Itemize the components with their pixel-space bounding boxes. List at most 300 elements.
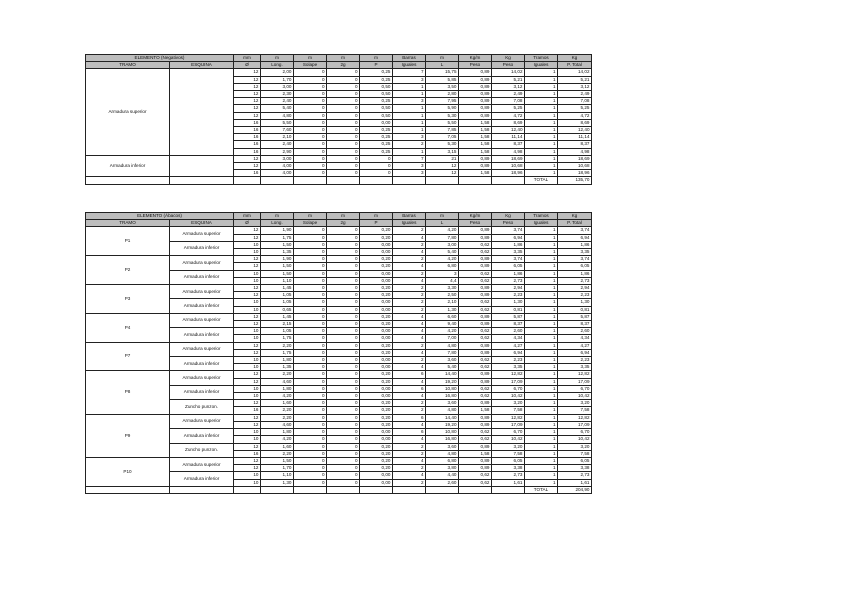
total-row — [86, 177, 592, 184]
cell: 4,20 — [426, 227, 459, 234]
cell: 1 — [525, 421, 558, 428]
cell: 3,35 — [558, 364, 592, 371]
cell: 5,90 — [426, 105, 459, 112]
cell: 0 — [294, 91, 327, 98]
cell: 12 — [234, 321, 261, 328]
cell: 2,60 — [558, 328, 592, 335]
cell: 0,20 — [360, 256, 393, 263]
cell: 2 — [393, 479, 426, 486]
cell: 18,96 — [558, 170, 592, 177]
cell: 0,25 — [360, 127, 393, 134]
cell: 5,85 — [426, 76, 459, 83]
cell: 4 — [393, 436, 426, 443]
cell: 12 — [234, 378, 261, 385]
cell: 1 — [525, 443, 558, 450]
cell: 0,20 — [360, 292, 393, 299]
cell: 2 — [393, 141, 426, 148]
cell: 4,60 — [261, 421, 294, 428]
cell: 0,89 — [459, 263, 492, 270]
cell: 0 — [294, 371, 327, 378]
cell: 3,38 — [558, 465, 592, 472]
cell: 12 — [234, 400, 261, 407]
cell: 16,80 — [426, 436, 459, 443]
cell: 4 — [393, 321, 426, 328]
cell: 12 — [234, 263, 261, 270]
cell: 12 — [234, 313, 261, 320]
cell: 10,42 — [492, 393, 525, 400]
cell: 12 — [234, 292, 261, 299]
cell: 0,00 — [360, 270, 393, 277]
cell: 2,20 — [261, 371, 294, 378]
header-unit: Kg — [492, 213, 525, 220]
cell: 21 — [426, 155, 459, 162]
cell: 0 — [327, 112, 360, 119]
cell: 0 — [327, 313, 360, 320]
cell: 1,05 — [261, 299, 294, 306]
cell: 0,00 — [360, 429, 393, 436]
cell: 5,87 — [558, 313, 592, 320]
cell: 3,35 — [558, 249, 592, 256]
cell: 0 — [327, 342, 360, 349]
header-unit: m — [426, 213, 459, 220]
cell: 1 — [525, 313, 558, 320]
cell: 3,15 — [426, 148, 459, 155]
cell: 0 — [327, 249, 360, 256]
header-label: P — [360, 220, 393, 227]
cell: 2,30 — [261, 91, 294, 98]
cell: 0 — [294, 141, 327, 148]
cell: 0 — [327, 256, 360, 263]
cell: 0,25 — [360, 141, 393, 148]
cell: 1 — [525, 256, 558, 263]
cell: 1 — [525, 414, 558, 421]
cell: 0 — [360, 170, 393, 177]
cell: 16 — [234, 134, 261, 141]
empty-cell — [360, 177, 393, 184]
cell: 3 — [393, 170, 426, 177]
cell: 1,80 — [261, 429, 294, 436]
cell: 1,50 — [261, 263, 294, 270]
group-label: Armadura superior — [86, 69, 170, 155]
cell: 17,09 — [492, 421, 525, 428]
cell: 6,70 — [558, 385, 592, 392]
empty-cell — [426, 486, 459, 493]
header-label: Solape — [294, 62, 327, 69]
header-unit: Barras — [393, 55, 426, 62]
cell: 14,02 — [558, 69, 592, 76]
cell: 2,10 — [261, 134, 294, 141]
cell: 0,25 — [360, 134, 393, 141]
header-unit: m — [360, 213, 393, 220]
cell: 0,20 — [360, 234, 393, 241]
esquina-label: Armadura superior — [170, 457, 234, 471]
cell: 6,05 — [492, 263, 525, 270]
cell: 19,20 — [426, 421, 459, 428]
cell: 3,74 — [492, 256, 525, 263]
cell: 3,50 — [426, 83, 459, 90]
cell: 0 — [294, 421, 327, 428]
cell: 1 — [525, 371, 558, 378]
cell: 9,40 — [426, 321, 459, 328]
cell: 0,62 — [459, 328, 492, 335]
cell: 0 — [327, 335, 360, 342]
cell: 1 — [525, 105, 558, 112]
cell: 12 — [234, 349, 261, 356]
header-label: Peso — [459, 62, 492, 69]
empty-cell — [170, 486, 234, 493]
cell: 12,82 — [492, 414, 525, 421]
cell: 12 — [426, 163, 459, 170]
empty-cell — [234, 486, 261, 493]
cell: 10,68 — [558, 163, 592, 170]
cell: 1 — [525, 69, 558, 76]
cell: 0,89 — [459, 105, 492, 112]
cell: 2,60 — [426, 479, 459, 486]
cell: 0 — [294, 263, 327, 270]
cell: 0,81 — [492, 306, 525, 313]
cell: 1 — [393, 127, 426, 134]
cell: 5,30 — [426, 141, 459, 148]
cell: 0 — [294, 364, 327, 371]
cell: 0,62 — [459, 299, 492, 306]
cell: 10 — [234, 249, 261, 256]
cell: 1,10 — [261, 277, 294, 284]
empty-cell — [393, 177, 426, 184]
cell: 3,74 — [558, 256, 592, 263]
cell: 2 — [393, 357, 426, 364]
empty-cell — [294, 486, 327, 493]
cell: 0,62 — [459, 249, 492, 256]
cell: 4,98 — [492, 148, 525, 155]
cell: 7,58 — [558, 450, 592, 457]
cell: 8,69 — [492, 119, 525, 126]
header-unit: m — [294, 55, 327, 62]
cell: 3,60 — [426, 357, 459, 364]
table-title: ELEMENTO (Ábacos) — [86, 213, 234, 220]
header-unit: m — [426, 55, 459, 62]
cell: 12 — [234, 256, 261, 263]
cell: 2,15 — [261, 321, 294, 328]
cell: 4,34 — [492, 335, 525, 342]
cell: 6,94 — [558, 234, 592, 241]
cell: 4 — [393, 313, 426, 320]
cell: 1,80 — [261, 385, 294, 392]
cell: 10 — [234, 472, 261, 479]
cell: 1,58 — [459, 450, 492, 457]
cell: 12,40 — [558, 127, 592, 134]
cell: 0 — [327, 155, 360, 162]
cell: 0,20 — [360, 378, 393, 385]
cell: 1 — [525, 335, 558, 342]
cell: 12 — [234, 371, 261, 378]
cell: 12 — [234, 421, 261, 428]
cell: 0,89 — [459, 163, 492, 170]
header-unit: mm — [234, 213, 261, 220]
cell: 0 — [327, 479, 360, 486]
header-label: L — [426, 220, 459, 227]
cell: 17,09 — [558, 421, 592, 428]
cell: 6 — [393, 429, 426, 436]
cell: 0 — [294, 414, 327, 421]
cell: 6 — [393, 414, 426, 421]
header-unit: mm — [234, 55, 261, 62]
cell: 4,00 — [261, 163, 294, 170]
cell: 0,20 — [360, 349, 393, 356]
cell: 1 — [525, 400, 558, 407]
cell: 12 — [426, 170, 459, 177]
cell: 5,30 — [426, 112, 459, 119]
cell: 7,00 — [426, 335, 459, 342]
cell: 1,70 — [261, 465, 294, 472]
cell: 1 — [525, 328, 558, 335]
tramo-label: P7 — [86, 342, 170, 371]
cell: 3,60 — [426, 400, 459, 407]
cell: 16 — [234, 141, 261, 148]
cell: 0 — [327, 263, 360, 270]
cell: 4 — [393, 457, 426, 464]
cell: 10 — [234, 335, 261, 342]
cell: 0,89 — [459, 285, 492, 292]
table-row — [86, 342, 592, 349]
cell: 0 — [327, 234, 360, 241]
header-label: Long. — [261, 220, 294, 227]
cell: 1,80 — [261, 357, 294, 364]
cell: 0 — [294, 313, 327, 320]
cell: 11,14 — [558, 134, 592, 141]
cell: 1 — [525, 349, 558, 356]
cell: 12 — [234, 69, 261, 76]
cell: 1,05 — [261, 328, 294, 335]
cell: 1 — [525, 429, 558, 436]
header-label: Iguales — [393, 62, 426, 69]
cell: 1 — [525, 277, 558, 284]
cell: 7,08 — [558, 98, 592, 105]
cell: 1 — [525, 472, 558, 479]
cell: 3,20 — [492, 443, 525, 450]
cell: 0,62 — [459, 335, 492, 342]
cell: 7 — [393, 69, 426, 76]
cell: 0,50 — [360, 91, 393, 98]
cell: 0 — [294, 342, 327, 349]
cell: 1 — [525, 436, 558, 443]
cell: 1 — [525, 127, 558, 134]
cell: 1,70 — [261, 76, 294, 83]
cell: 2,20 — [261, 450, 294, 457]
cell: 0,20 — [360, 443, 393, 450]
cell: 2,23 — [558, 357, 592, 364]
header-unit: m — [327, 55, 360, 62]
cell: 5,40 — [261, 105, 294, 112]
cell: 2,20 — [261, 342, 294, 349]
cell: 0,62 — [459, 270, 492, 277]
header-label: TRAMO — [86, 220, 170, 227]
cell: 4,72 — [492, 112, 525, 119]
cell: 0 — [327, 357, 360, 364]
cell: 0 — [327, 443, 360, 450]
header-label: ESQUINA — [170, 220, 234, 227]
cell: 4 — [393, 234, 426, 241]
cell: 7,80 — [426, 234, 459, 241]
cell: 2,40 — [261, 98, 294, 105]
cell: 0 — [294, 134, 327, 141]
cell: 1 — [525, 385, 558, 392]
cell: 1 — [525, 227, 558, 234]
cell: 10 — [234, 436, 261, 443]
cell: 7,58 — [492, 450, 525, 457]
cell: 8,37 — [492, 321, 525, 328]
cell: 0,89 — [459, 83, 492, 90]
cell: 0,89 — [459, 414, 492, 421]
cell: 1 — [393, 148, 426, 155]
cell: 4,27 — [558, 342, 592, 349]
table-row — [86, 285, 592, 292]
cell: 0,89 — [459, 457, 492, 464]
cell: 0,00 — [360, 241, 393, 248]
header-label: Peso — [459, 220, 492, 227]
cell: 1 — [525, 378, 558, 385]
cell: 0,20 — [360, 321, 393, 328]
total-row — [86, 486, 592, 493]
cell: 0 — [327, 285, 360, 292]
tramo-label: P8 — [86, 371, 170, 414]
cell: 1,50 — [261, 457, 294, 464]
header-unit: Tramos — [525, 213, 558, 220]
table-row — [86, 155, 592, 162]
cell: 12,82 — [558, 371, 592, 378]
cell: 0 — [294, 277, 327, 284]
cell: 0 — [327, 241, 360, 248]
tramo-label: P9 — [86, 414, 170, 457]
header-labels-row — [86, 62, 592, 69]
cell: 2 — [393, 407, 426, 414]
cell: 0 — [327, 457, 360, 464]
cell: 0 — [327, 328, 360, 335]
cell: 0 — [327, 393, 360, 400]
cell: 1 — [525, 134, 558, 141]
cell: 4,34 — [558, 335, 592, 342]
cell: 7,08 — [492, 98, 525, 105]
empty-cell — [360, 486, 393, 493]
table-row — [86, 457, 592, 464]
cell: 2 — [393, 450, 426, 457]
cell: 2,73 — [558, 277, 592, 284]
cell: 0 — [294, 256, 327, 263]
cell: 12,40 — [492, 127, 525, 134]
cell: 2,20 — [261, 414, 294, 421]
cell: 1,58 — [459, 119, 492, 126]
cell: 0,62 — [459, 241, 492, 248]
cell: 0,62 — [459, 357, 492, 364]
cell: 3,38 — [492, 465, 525, 472]
cell: 18,96 — [492, 170, 525, 177]
cell: 8,37 — [558, 321, 592, 328]
cell: 1,86 — [558, 270, 592, 277]
cell: 1,50 — [261, 241, 294, 248]
cell: 10,68 — [492, 163, 525, 170]
header-label: Iguales — [393, 220, 426, 227]
empty-cell — [261, 486, 294, 493]
table-row — [86, 414, 592, 421]
empty-cell — [170, 177, 234, 184]
header-unit: m — [327, 213, 360, 220]
cell: 10 — [234, 393, 261, 400]
cell: 0,20 — [360, 457, 393, 464]
cell: 2 — [393, 400, 426, 407]
cell: 1,35 — [261, 364, 294, 371]
header-label: 2g — [327, 220, 360, 227]
cell: 10 — [234, 299, 261, 306]
cell: 7,80 — [426, 349, 459, 356]
esquina-label: Armadura inferior — [170, 241, 234, 255]
cell: 12 — [234, 163, 261, 170]
header-units-row — [86, 213, 592, 220]
cell: 0,20 — [360, 465, 393, 472]
cell: 0 — [294, 270, 327, 277]
cell: 1 — [525, 83, 558, 90]
cell: 5,50 — [261, 119, 294, 126]
empty-cell — [86, 177, 170, 184]
header-label: ESQUINA — [170, 62, 234, 69]
header-label: Peso — [492, 220, 525, 227]
header-unit: m — [261, 55, 294, 62]
esquina-label: Armadura inferior — [170, 472, 234, 486]
cell: 3 — [426, 270, 459, 277]
esquina-label: Armadura superior — [170, 371, 234, 385]
cell: 1 — [393, 83, 426, 90]
cell: 1 — [525, 465, 558, 472]
cell: 10 — [234, 385, 261, 392]
cell: 0 — [327, 436, 360, 443]
cell: 6,70 — [492, 429, 525, 436]
esquina-label: Armadura inferior — [170, 429, 234, 443]
cell: 0 — [327, 83, 360, 90]
empty-cell — [170, 155, 234, 177]
cell: 4,72 — [558, 112, 592, 119]
cell: 0 — [327, 98, 360, 105]
cell: 0 — [360, 155, 393, 162]
cell: 0,89 — [459, 76, 492, 83]
cell: 2,20 — [261, 407, 294, 414]
cell: 5,21 — [558, 76, 592, 83]
cell: 0 — [294, 357, 327, 364]
cell: 4,20 — [261, 436, 294, 443]
cell: 3 — [393, 98, 426, 105]
cell: 1,10 — [261, 472, 294, 479]
cell: 6,80 — [426, 263, 459, 270]
cell: 1,58 — [459, 170, 492, 177]
tramo-label: P1 — [86, 227, 170, 256]
cell: 0 — [294, 76, 327, 83]
header-label: 2g — [327, 62, 360, 69]
cell: 0,89 — [459, 465, 492, 472]
cell: 14,40 — [426, 414, 459, 421]
cell: 1 — [525, 112, 558, 119]
cell: 0 — [294, 83, 327, 90]
cell: 2 — [393, 256, 426, 263]
cell: 12,82 — [492, 371, 525, 378]
cell: 2,23 — [492, 292, 525, 299]
cell: 18,69 — [558, 155, 592, 162]
cell: 0,25 — [360, 76, 393, 83]
cell: 1 — [525, 91, 558, 98]
cell: 4,80 — [261, 112, 294, 119]
cell: 6 — [393, 385, 426, 392]
header-units-row — [86, 55, 592, 62]
cell: 3,00 — [426, 241, 459, 248]
cell: 0 — [294, 227, 327, 234]
cell: 1,60 — [261, 443, 294, 450]
cell: 12 — [234, 105, 261, 112]
